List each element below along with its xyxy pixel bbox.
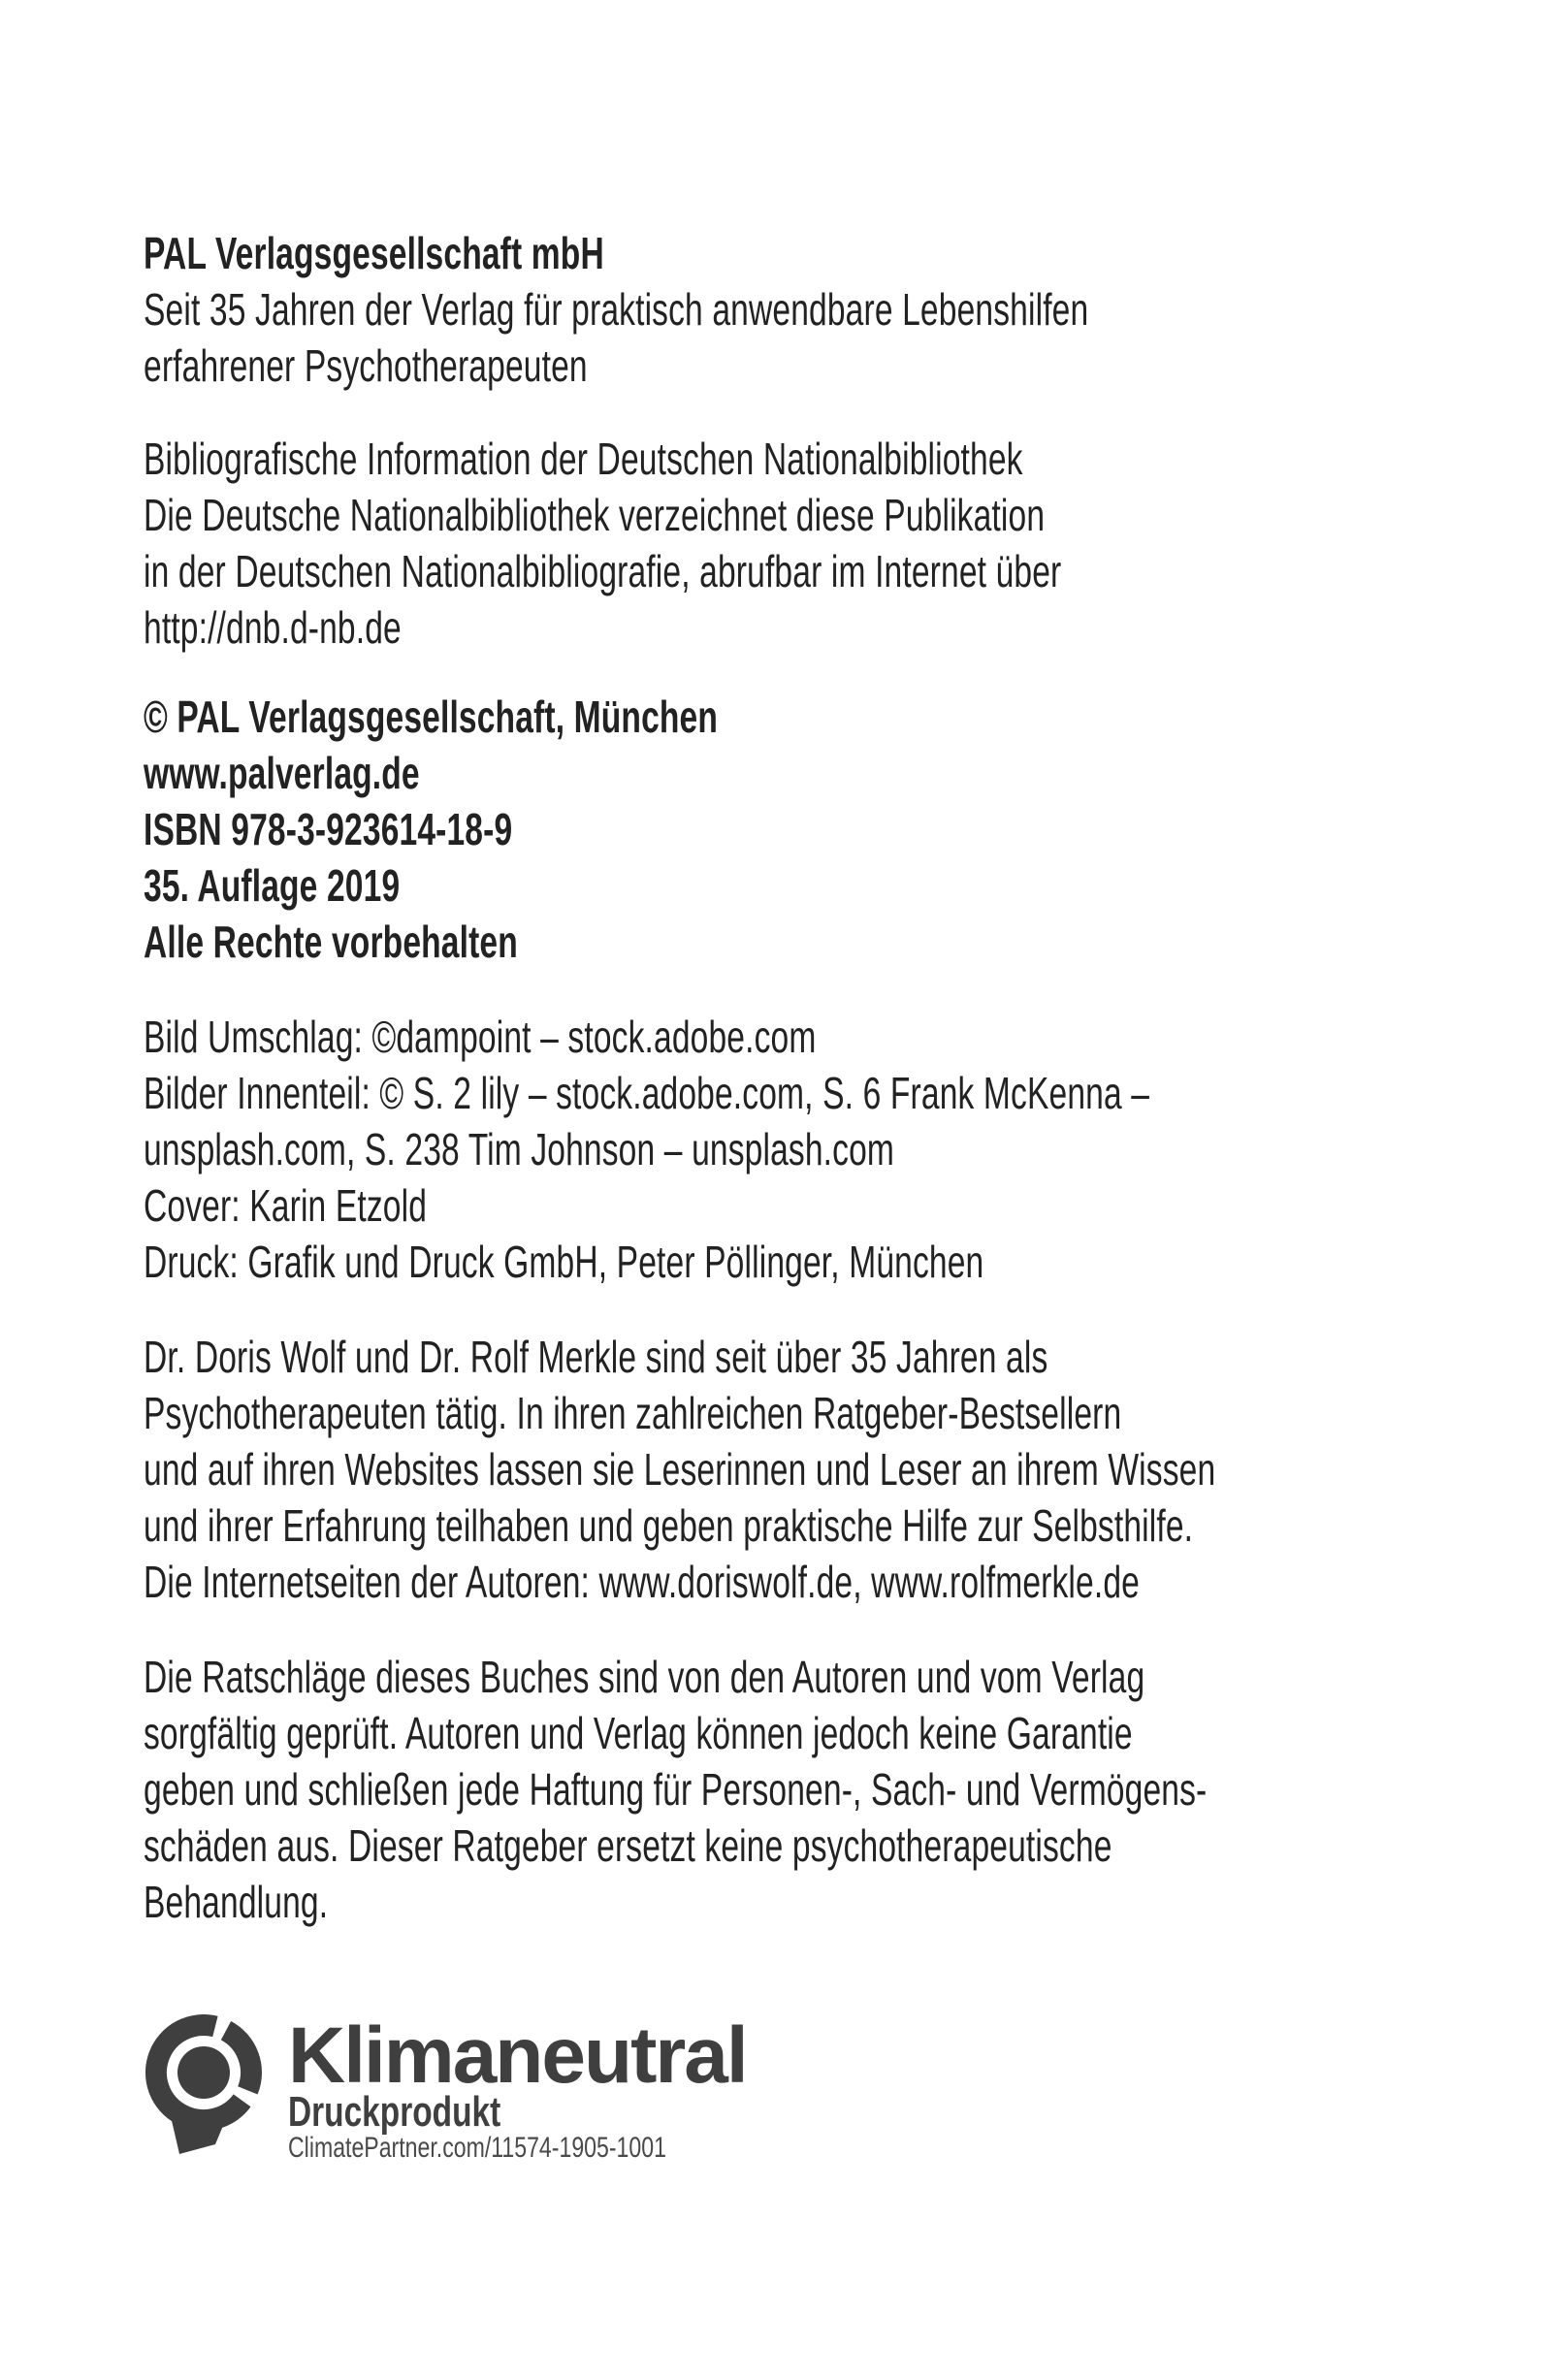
bibliography-line: Die Deutsche Nationalbibliothek verzeichnet diese Publikation bbox=[144, 490, 1046, 540]
copyright-line: © PAL Verlagsgesellschaft, München bbox=[144, 691, 719, 742]
climatepartner-logo-icon bbox=[136, 2003, 281, 2163]
climate-label-title: Klimaneutral bbox=[288, 2011, 747, 2100]
publisher-block bbox=[144, 225, 1088, 394]
disclaimer-line: sorgfältig geprüft. Autoren und Verlag können jedoch keine Garantie bbox=[144, 1708, 1133, 1758]
interior-images-credit-2: unsplash.com, S. 238 Tim Johnson – unsplash.com bbox=[144, 1124, 895, 1174]
authors-line: und auf ihren Websites lassen sie Leserinnen und Leser an ihrem Wissen bbox=[144, 1444, 1216, 1495]
cover-design-credit: Cover: Karin Etzold bbox=[144, 1180, 428, 1231]
credits-block bbox=[144, 1009, 1149, 1290]
publisher-tagline-2: erfahrener Psychotherapeuten bbox=[144, 340, 588, 391]
publisher-name: PAL Verlagsgesellschaft mbH bbox=[144, 228, 604, 278]
publisher-url: www.palverlag.de bbox=[144, 748, 420, 798]
climate-label-text bbox=[288, 2011, 779, 2164]
disclaimer-line: geben und schließen jede Haftung für Personen-, Sach- und Vermögens- bbox=[144, 1764, 1208, 1815]
copyright-block bbox=[144, 689, 718, 970]
dnb-url: http://dnb.d-nb.de bbox=[144, 602, 402, 653]
bibliography-line: in der Deutschen Nationalbibliografie, abrufbar im Internet über bbox=[144, 546, 1062, 596]
disclaimer-line: Die Ratschläge dieses Buches sind von den Autoren und vom Verlag bbox=[144, 1652, 1145, 1702]
authors-line: und ihrer Erfahrung teilhaben und geben praktische Hilfe zur Selbsthilfe. bbox=[144, 1500, 1194, 1551]
climate-neutral-label bbox=[136, 2003, 1009, 2172]
disclaimer-block bbox=[144, 1649, 1207, 1930]
climate-label-subtitle: Druckprodukt bbox=[288, 2088, 501, 2136]
bibliography-block bbox=[144, 431, 1061, 656]
disclaimer-line: schäden aus. Dieser Ratgeber ersetzt keine psychotherapeutische bbox=[144, 1820, 1112, 1871]
authors-websites: Die Internetseiten der Autoren: www.doriswolf.de, www.rolfmerkle.de bbox=[144, 1557, 1140, 1607]
print-credit: Druck: Grafik und Druck GmbH, Peter Pöllinger, München bbox=[144, 1237, 984, 1287]
isbn: ISBN 978-3-923614-18-9 bbox=[144, 804, 513, 854]
climate-label-reference: ClimatePartner.com/11574-1905-1001 bbox=[288, 2132, 666, 2164]
disclaimer-line: Behandlung. bbox=[144, 1877, 329, 1927]
authors-line: Dr. Doris Wolf und Dr. Rolf Merkle sind seit über 35 Jahren als bbox=[144, 1332, 1048, 1382]
authors-block bbox=[144, 1329, 1215, 1610]
rights-reserved: Alle Rechte vorbehalten bbox=[144, 917, 518, 967]
edition: 35. Auflage 2019 bbox=[144, 860, 401, 911]
publisher-tagline-1: Seit 35 Jahren der Verlag für praktisch anwendbare Lebenshilfen bbox=[144, 284, 1089, 335]
cover-image-credit: Bild Umschlag: ©dampoint – stock.adobe.com bbox=[144, 1012, 817, 1062]
bibliography-line: Bibliografische Information der Deutschen Nationalbibliothek bbox=[144, 434, 1023, 484]
authors-line: Psychotherapeuten tätig. In ihren zahlreichen Ratgeber-Bestsellern bbox=[144, 1388, 1122, 1438]
interior-images-credit-1: Bilder Innenteil: © S. 2 lily – stock.adobe.com, S. 6 Frank McKenna – bbox=[144, 1068, 1150, 1118]
